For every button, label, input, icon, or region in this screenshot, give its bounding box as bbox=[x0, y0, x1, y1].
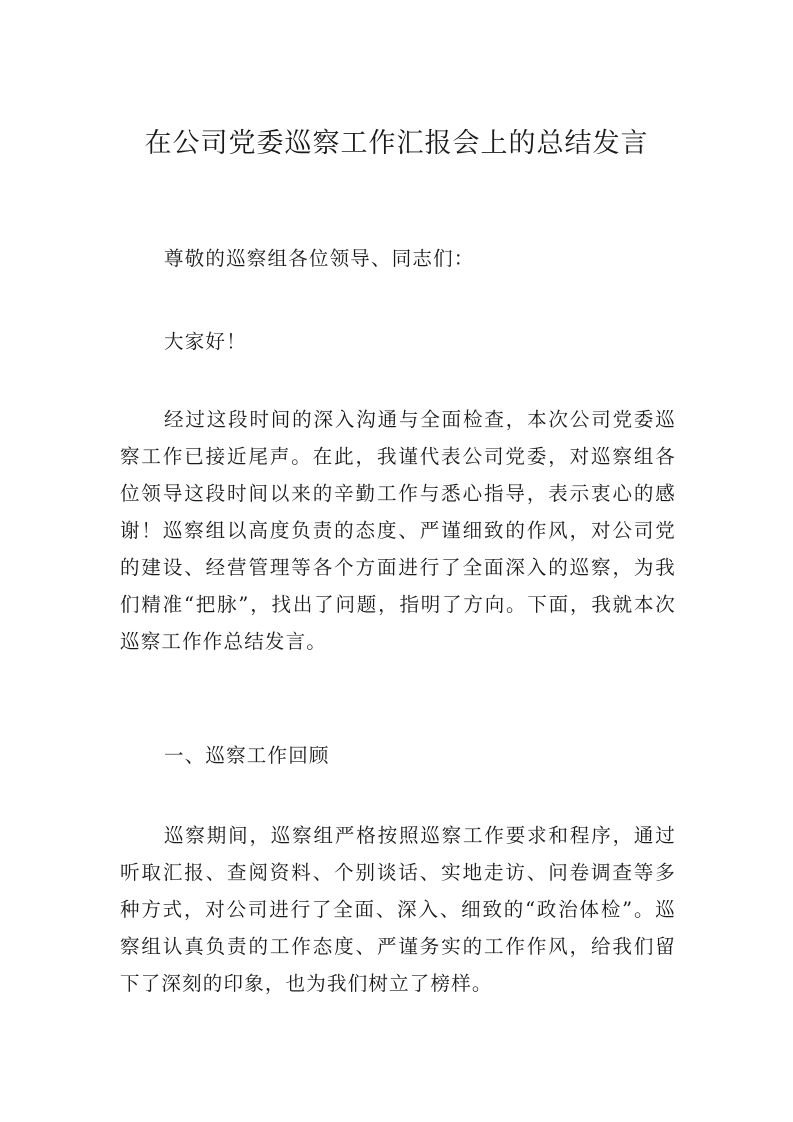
document-title: 在公司党委巡察工作汇报会上的总结发言 bbox=[144, 128, 649, 159]
review-body-paragraph: 巡察期间，巡察组严格按照巡察工作要求和程序，通过听取汇报、查阅资料、个别谈话、实地走访、问卷调查等多种方式，对公司进行了全面、深入、细致的“政治体检”。巡察组认真负责的工作态度、严谨务实的工作作风，给我们留下了深刻的印象，也为我们树立了榜样。 bbox=[120, 824, 676, 995]
greeting-paragraph: 尊敬的巡察组各位领导、同志们： bbox=[164, 247, 475, 270]
intro-body-paragraph: 经过这段时间的深入沟通与全面检查，本次公司党委巡察工作已接近尾声。在此，我谨代表公司党委，对巡察组各位领导这段时间以来的辛勤工作与悉心指导，表示衷心的感谢！巡察组以高度负责的态度、严谨细致的作风，对公司党的建设、经营管理等各个方面进行了全面深入的巡察，为我们精准“把脉”，找出了问题，指明了方向。下面，我就本次巡察工作作总结发言。 bbox=[120, 408, 676, 653]
section-heading-review: 一、巡察工作回顾 bbox=[164, 744, 330, 767]
salutation-paragraph: 大家好！ bbox=[164, 330, 247, 353]
